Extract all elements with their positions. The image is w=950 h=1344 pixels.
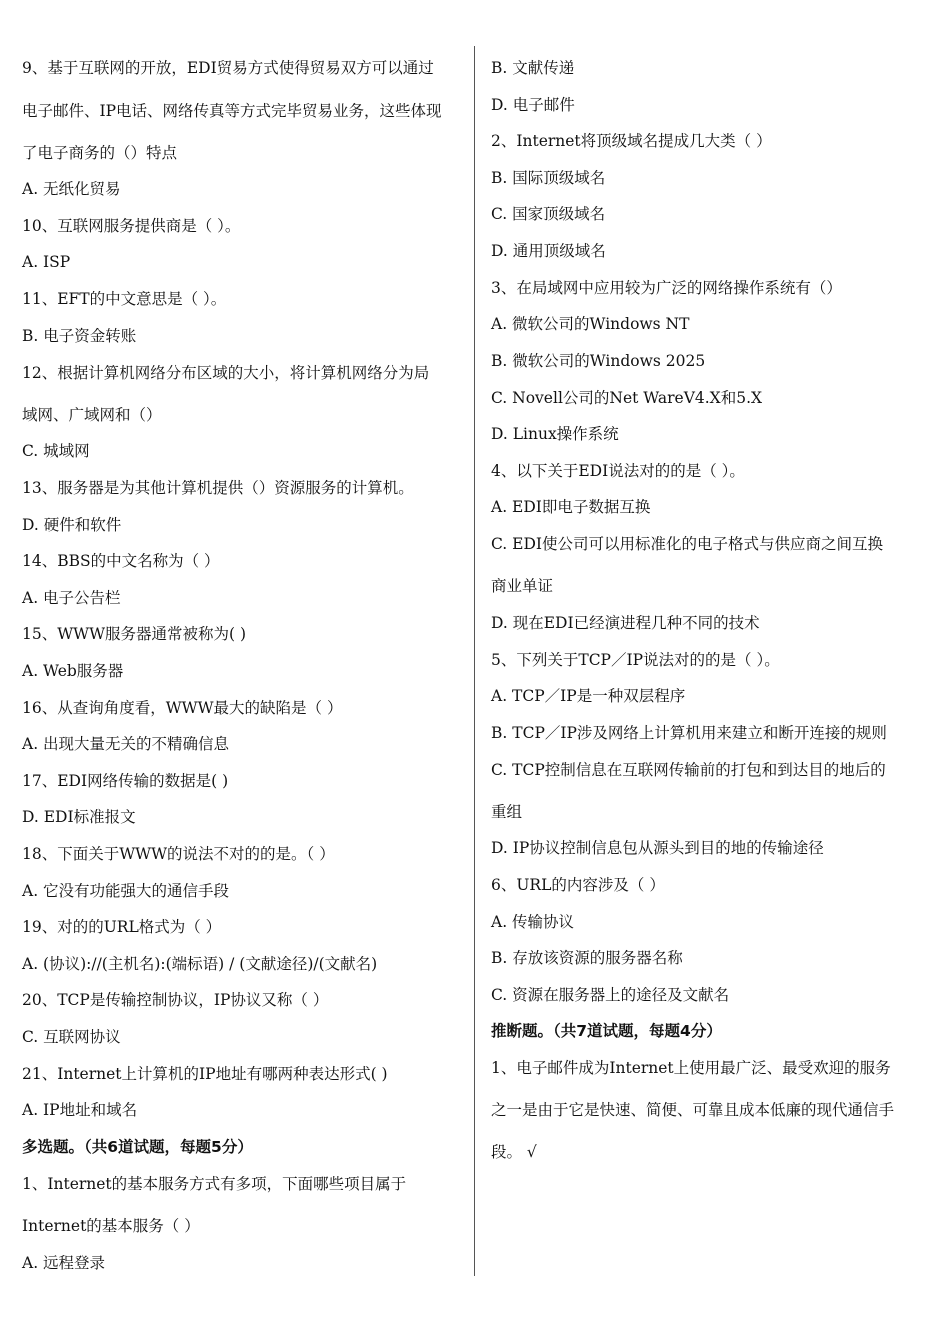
question-9-line-3: 了电子商务的（）特点 [22,144,178,162]
multi-answer-6-c: C. 资源在服务器上的途径及文献名 [491,986,730,1004]
answer-16: A. 出现大量无关的不精确信息 [22,735,230,753]
answer-14: A. 电子公告栏 [22,589,121,607]
multi-answer-3-a: A. 微软公司的Windows NT [491,315,690,333]
multi-answer-2-d: D. 通用顶级域名 [491,242,606,260]
multi-question-3: 3、在局域网中应用较为广泛的网络操作系统有（） [491,279,842,297]
multi-answer-5-a: A. TCP／IP是一种双层程序 [491,687,686,705]
multi-question-2: 2、Internet将顶级域名提成几大类（ ） [491,132,772,150]
multi-answer-2-c: C. 国家顶级域名 [491,205,606,223]
multi-question-4: 4、以下关于EDI说法对的的是（ ）。 [491,462,745,480]
multi-answer-5-c-line-2: 重组 [491,803,523,821]
answer-18: A. 它没有功能强大的通信手段 [22,882,230,900]
tf-question-1-line-1: 1、电子邮件成为Internet上使用最广泛、最受欢迎的服务 [491,1059,891,1077]
answer-12: C. 城域网 [22,442,90,460]
multi-answer-1-a: A. 远程登录 [22,1254,106,1272]
question-12-line-1: 12、根据计算机网络分布区域的大小，将计算机网络分为局 [22,364,430,382]
question-11: 11、EFT的中文意思是（ ）。 [22,290,227,308]
multi-answer-5-d: D. IP协议控制信息包从源头到目的地的传输途径 [491,839,824,857]
multi-answer-1-b: B. 文献传递 [491,59,575,77]
multi-question-1-line-2: Internet的基本服务（ ） [22,1217,200,1235]
answer-19: A. (协议)://(主机名):(端标语) / (文献途径)/(文献名) [22,955,378,973]
answer-15: A. Web服务器 [22,662,124,680]
question-13: 13、服务器是为其他计算机提供（）资源服务的计算机。 [22,479,414,497]
question-18: 18、下面关于WWW的说法不对的的是。（ ） [22,845,335,863]
multi-answer-4-c-line-2: 商业单证 [491,577,554,595]
answer-20: C. 互联网协议 [22,1028,121,1046]
multi-question-6: 6、URL的内容涉及（ ） [491,876,665,894]
answer-13: D. 硬件和软件 [22,516,122,534]
answer-11: B. 电子资金转账 [22,327,137,345]
question-21: 21、Internet上计算机的IP地址有哪两种表达形式( ) [22,1065,388,1083]
question-19: 19、对的的URL格式为（ ） [22,918,222,936]
multi-answer-1-d: D. 电子邮件 [491,96,575,114]
multi-answer-4-a: A. EDI即电子数据互换 [491,498,651,516]
answer-21: A. IP地址和域名 [22,1101,138,1119]
question-20: 20、TCP是传输控制协议，IP协议又称（ ） [22,991,329,1009]
section-heading-true-false: 推断题。（共7道试题，每题4分） [491,1022,722,1040]
multi-answer-5-c-line-1: C. TCP控制信息在互联网传输前的打包和到达目的地后的 [491,761,886,779]
multi-answer-3-b: B. 微软公司的Windows 2025 [491,352,706,370]
multi-question-1-line-1: 1、Internet的基本服务方式有多项，下面哪些项目属于 [22,1175,407,1193]
multi-answer-5-b: B. TCP／IP涉及网络上计算机用来建立和断开连接的规则 [491,724,887,742]
column-divider [474,46,475,1276]
multi-answer-4-d: D. 现在EDI已经演进程几种不同的技术 [491,614,760,632]
question-17: 17、EDI网络传输的数据是( ) [22,772,229,790]
multi-answer-6-b: B. 存放该资源的服务器名称 [491,949,683,967]
tf-question-1-line-2: 之一是由于它是快速、简便、可靠且成本低廉的现代通信手 [491,1101,895,1119]
answer-9: A. 无纸化贸易 [22,180,121,198]
multi-answer-2-b: B. 国际顶级域名 [491,169,606,187]
question-10: 10、互联网服务提供商是（ ）。 [22,217,241,235]
question-15: 15、WWW服务器通常被称为( ) [22,625,247,643]
question-9-line-2: 电子邮件、IP电话、网络传真等方式完毕贸易业务，这些体现 [22,102,442,120]
answer-10: A. ISP [22,253,71,271]
question-12-line-2: 域网、广域网和（） [22,406,162,424]
question-14: 14、BBS的中文名称为（ ） [22,552,220,570]
multi-answer-3-c: C. Novell公司的Net WareV4.X和5.X [491,389,763,407]
question-9-line-1: 9、基于互联网的开放，EDI贸易方式使得贸易双方可以通过 [22,59,434,77]
multi-question-5: 5、下列关于TCP／IP说法对的的是（ ）。 [491,651,780,669]
tf-question-1-line-3: 段。 √ [491,1143,537,1161]
multi-answer-6-a: A. 传输协议 [491,913,575,931]
section-heading-multiple-choice: 多选题。（共6道试题，每题5分） [22,1138,253,1156]
multi-answer-3-d: D. Linux操作系统 [491,425,619,443]
answer-17: D. EDI标准报文 [22,808,136,826]
multi-answer-4-c-line-1: C. EDI使公司可以用标准化的电子格式与供应商之间互换 [491,535,884,553]
question-16: 16、从查询角度看，WWW最大的缺陷是（ ） [22,699,343,717]
